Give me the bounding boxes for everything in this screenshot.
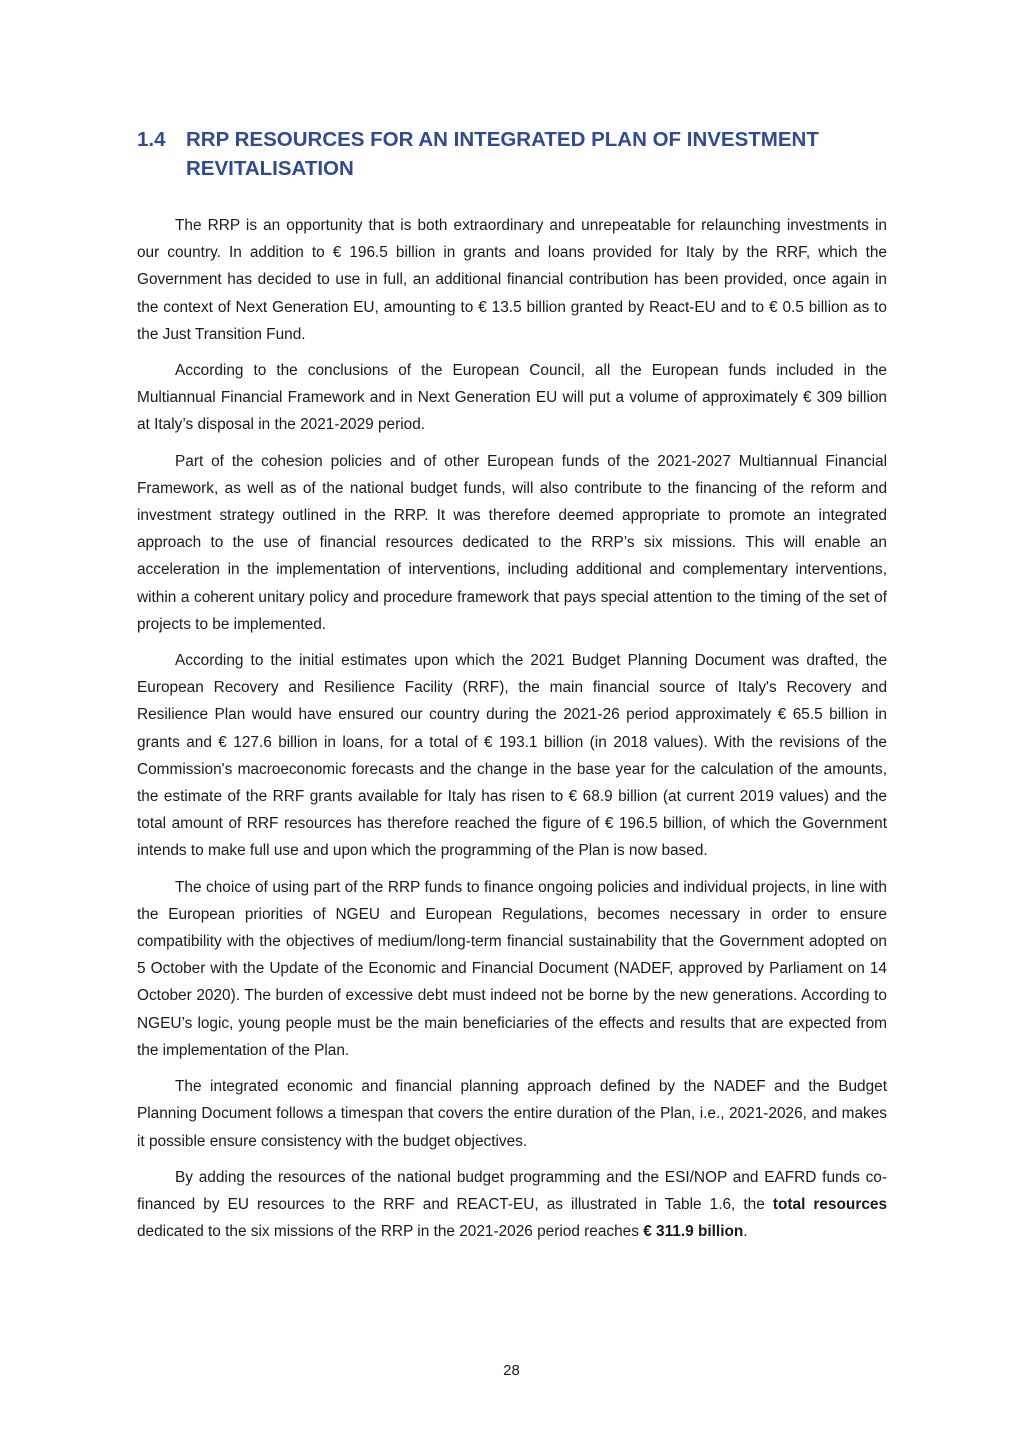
paragraph: According to the initial estimates upon which the 2021 Budget Planning Document was drafted, the European Recovery and Resilience Facility (RRF), the main financial source of Italy's Recovery and Resilience Plan would have ensured our country during the 2021-26 period approximately € 65.5 billion in grants and € 127.6 billion in loans, for a total of € 193.1 billion (in 2018 values). With the revisions of the Commission's macroeconomic forecasts and the change in the base year for the calculation of the amounts, the estimate of the RRF grants available for Italy has risen to € 68.9 billion (at current 2019 values) and the total amount of RRF resources has therefore reached the figure of € 196.5 billion, of which the Government intends to make full use and upon which the programming of the Plan is now based. <box>137 652 887 860</box>
paragraph-last <box>137 1164 887 1246</box>
paragraph: According to the conclusions of the European Council, all the European funds included in the Multiannual Financial Framework and in Next Generation EU will put a volume of approximately € 309 billion at Italy’s disposal in the 2021-2029 period. <box>137 362 887 434</box>
paragraph: The RRP is an opportunity that is both extraordinary and unrepeatable for relaunching investments in our country. In addition to € 196.5 billion in grants and loans provided for Italy by the RRF, which the Government has decided to use in full, an additional financial contribution has been provided, once again in the context of Next Generation EU, amounting to € 13.5 billion granted by React-EU and to € 0.5 billion as to the Just Transition Fund. <box>137 217 887 343</box>
text-run: . <box>743 1223 748 1241</box>
paragraph: The choice of using part of the RRP funds to finance ongoing policies and individual projects, in line with the European priorities of NGEU and European Regulations, becomes necessary in order to ensure compatibility with the objectives of medium/long-term financial sustainability that the Government adopted on 5 October with the Update of the Economic and Financial Document (NADEF, approved by Parliament on 14 October 2020). The burden of excessive debt must indeed not be borne by the new generations. According to NGEU’s logic, young people must be the main beneficiaries of the effects and results that are expected from the implementation of the Plan. <box>137 878 887 1059</box>
section-title: RRP RESOURCES FOR AN INTEGRATED PLAN OF INVESTMENT REVITALISATION <box>186 128 819 180</box>
paragraph: Part of the cohesion policies and of other European funds of the 2021-2027 Multiannual Financial Framework, as well as of the national budget funds, will also contribute to the financing of the reform and investment strategy outlined in the RRP. It was therefore deemed appropriate to promote an integrated approach to the use of financial resources dedicated to the RRP’s six missions. This will enable an acceleration in the implementation of interventions, including additional and complementary interventions, within a coherent unitary policy and procedure framework that pays special attention to the timing of the set of projects to be implemented. <box>137 452 887 633</box>
section-number: 1.4 <box>137 128 166 151</box>
paragraph: The integrated economic and financial planning approach defined by the NADEF and the Budget Planning Document follows a timespan that covers the entire duration of the Plan, i.e., 2021-2026, and makes it possible ensure consistency with the budget objectives. <box>137 1078 887 1150</box>
text-run: dedicated to the six missions of the RRP in the 2021-2026 period reaches <box>137 1223 644 1241</box>
body-text <box>137 212 887 1254</box>
page-number: 28 <box>503 1362 520 1379</box>
section-heading <box>137 125 857 183</box>
bold-text-total-resources: total resources <box>772 1195 888 1213</box>
text-run: By adding the resources of the national budget programming and the ESI/NOP and EAFRD funds co-financed by EU resources to the RRF and REACT-EU, as illustrated in Table 1.6, the <box>137 1168 887 1213</box>
bold-text-amount: € 311.9 billion <box>643 1223 744 1241</box>
